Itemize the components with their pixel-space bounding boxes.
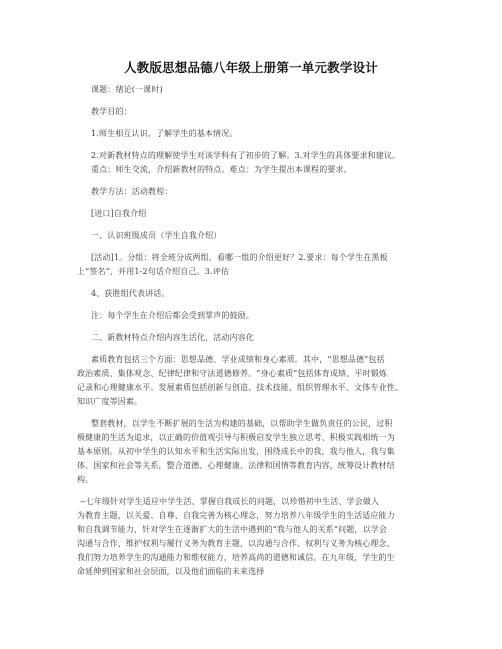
- paragraph-3-line-4: 沟通与合作、维护权利与履行义务为教育主题，以沟通与合作、权利与义务为核心理念，: [77, 539, 395, 548]
- paragraph-1-line-4: 知识广度等因素。: [77, 397, 143, 406]
- teaching-method-line: 教学方法：活动教程：: [91, 187, 173, 196]
- document-title: 人教版思想品德八年级上册第一单元教学设计: [123, 60, 378, 75]
- section-two-heading: 二、新教材特点介绍内容生活化，活动内容化: [91, 333, 254, 342]
- note-line: 注：每个学生在介绍后都会受到掌声的鼓励。: [91, 311, 254, 320]
- activity-line-1: [活动]1。分组：将全班分成两组，看哪一组的介绍更好？2.要求：每个学生在黑板: [91, 253, 388, 262]
- lesson-topic-line: 课题：绪论(一课时): [91, 85, 163, 94]
- paragraph-3-line-6: 命延伸到国家和社会层面，以及他们面临的未来选择: [77, 567, 265, 576]
- paragraph-2-line-2: 极健康的生活为追求，以正确的价值观引导与积极启发学生独立思考、积极实践相统一为: [77, 433, 395, 442]
- paragraph-2-line-4: 体、国家和社会等关系，整合道德、心理健康、法律和国情等教育内容，统筹设计教材结: [77, 461, 395, 470]
- paragraph-3-line-3: 和自我调节能力，针对学生在逐渐扩大的生活中遇到的“我与他人的关系”问题，以学会: [77, 525, 388, 534]
- paragraph-3-line-5: 我们努力培养学生的沟通能力和维权能力，培养高尚的道德和诚信。在九年级，学生的生: [77, 553, 395, 562]
- section-one-heading: 一、认识班级成员（学生自我介绍）: [91, 231, 222, 240]
- purpose-item-2: 2.对新教材特点的理解使学生对该学科有了初步的了解。3.对学生的具体要求和建议。: [91, 151, 401, 160]
- activity-line-2: 上“签名”，并用1-2句话介绍自己。3.评估: [77, 267, 229, 276]
- paragraph-1-line-3: 记录和心理健康水平。发展素质包括创新与创造、技术技能、组织管理水平、文体专业性、: [77, 383, 403, 392]
- paragraph-1-line-2: 政治素质、集体观念、纪律纪律和守法道德修养。“身心素质”包括体育成绩、平时锻炼: [77, 369, 388, 378]
- teaching-purpose-heading: 教学目的：: [91, 107, 132, 116]
- intro-section-heading: [进口]自我介绍: [91, 209, 147, 218]
- winning-group-line: 4、获胜组代表讲话。: [91, 289, 170, 298]
- paragraph-1-line-1: 素质教育包括三个方面：思想品德、学业成绩和身心素质。其中，“思想品德”包括: [91, 355, 385, 364]
- key-points-line: 重点：师生交流，介绍新教材的特点。难点：为学生提出本课程的要求。: [91, 165, 352, 174]
- paragraph-2-line-3: 基本原则。从初中学生的认知水平和生活实际出发，围绕成长中的我，我与他人，我与集: [77, 447, 395, 456]
- paragraph-3-line-2: 为教育主题，以关爱、自尊、自我完善为核心理念，努力培养八年级学生的生活适应能力: [77, 511, 395, 520]
- paragraph-2-line-5: 构。: [77, 475, 94, 484]
- paragraph-2-line-1: 整套教材，以学生不断扩展的生活为构建的基础，以帮助学生做负责任的公民，过积: [91, 419, 393, 428]
- paragraph-3-line-1: --七年级针对学生适应中学生活、掌握自我成长的问题，以珍惜初中生活、学会做人: [80, 497, 380, 506]
- purpose-item-1: 1.师生相互认识，了解学生的基本情况。: [91, 129, 238, 138]
